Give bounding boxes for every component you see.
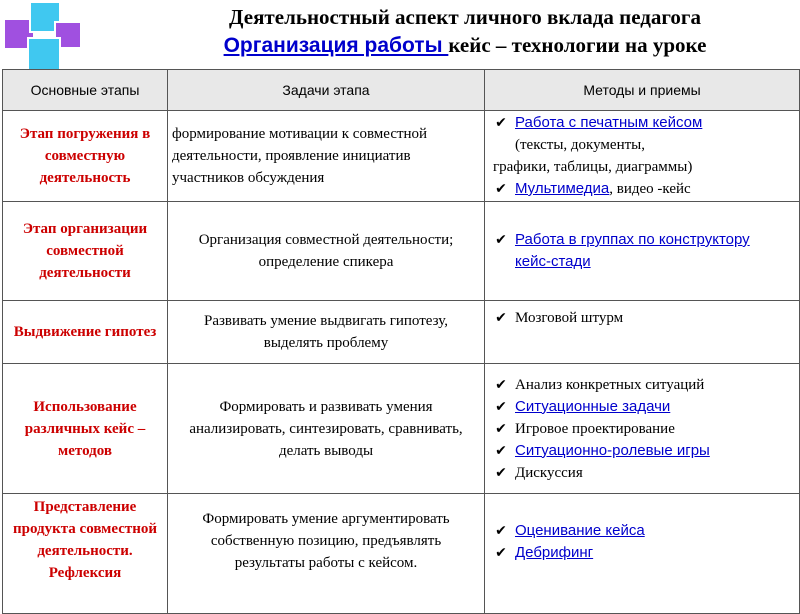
method-item [487, 542, 799, 564]
methods-cell [485, 364, 800, 494]
method-text: Анализ конкретных ситуаций [515, 376, 705, 393]
check-icon: ✔ [495, 232, 507, 248]
task-cell: Формировать и развивать умения анализировать, синтезировать, сравнивать, делать выводы [168, 364, 485, 494]
decorative-squares-logo [0, 0, 90, 80]
subtitle-rest: кейс – технологии на уроке [448, 33, 707, 57]
method-continuation: (тексты, документы, [515, 137, 645, 153]
method-link[interactable]: Ситуационные задачи [515, 397, 671, 415]
check-icon: ✔ [495, 310, 507, 326]
stage-cell: Выдвижение гипотез [3, 301, 168, 364]
method-item [487, 229, 799, 273]
method-continuation: графики, таблицы, диаграммы) [493, 159, 693, 175]
stage-cell: Этап организации совместной деятельности [3, 202, 168, 301]
column-header-methods: Методы и приемы [485, 70, 800, 111]
method-link[interactable]: Работа с печатным кейсом [515, 114, 703, 131]
methods-cell [485, 494, 800, 614]
stage-cell: Представление продукта совместной деятельности. Рефлексия [3, 494, 168, 614]
method-item [487, 418, 799, 440]
stage-cell: Использование различных кейс – методов [3, 364, 168, 494]
column-header-tasks: Задачи этапа [168, 70, 485, 111]
methods-cell [485, 111, 800, 202]
task-cell: Развивать умение выдвигать гипотезу, выделять проблему [168, 301, 485, 364]
table-row [3, 202, 800, 301]
method-link[interactable]: Мультимедиа [515, 180, 610, 197]
methods-cell [485, 301, 800, 364]
method-link[interactable]: Дебрифинг [515, 544, 594, 561]
method-text: Дискуссия [515, 464, 583, 481]
check-icon: ✔ [495, 523, 507, 539]
task-cell: формирование мотивации к совместной деятельности, проявление инициатив участников обсуждения [168, 111, 485, 202]
check-icon: ✔ [495, 442, 507, 459]
method-link[interactable]: Ситуационно-ролевые игры [515, 441, 710, 459]
task-cell: Формировать умение аргументировать собственную позицию, предъявлять результаты работы с кейсом. [168, 494, 485, 614]
method-link[interactable]: Оценивание кейса [515, 522, 645, 539]
check-icon: ✔ [495, 545, 507, 561]
method-item [487, 178, 799, 200]
table-row [3, 494, 800, 614]
method-link[interactable]: Работа в группах по конструктору кейс-стади [515, 231, 750, 270]
subtitle-link[interactable]: Организация работы [223, 34, 449, 57]
method-item [487, 374, 799, 396]
method-item [487, 440, 799, 462]
method-item [487, 396, 799, 418]
method-text: , видео -кейс [609, 181, 691, 197]
method-item [487, 112, 799, 134]
methods-cell [485, 202, 800, 301]
check-icon: ✔ [495, 115, 507, 131]
check-icon: ✔ [495, 181, 507, 197]
check-icon: ✔ [495, 376, 507, 393]
method-item [487, 520, 799, 542]
column-header-stages: Основные этапы [3, 70, 168, 111]
table-row [3, 111, 800, 202]
check-icon: ✔ [495, 464, 507, 481]
method-item [487, 462, 799, 484]
check-icon: ✔ [495, 420, 507, 437]
method-text: Игровое проектирование [515, 420, 675, 437]
stages-table [2, 69, 800, 614]
page-title: Деятельностный аспект личного вклада педагога [229, 5, 701, 29]
table-row [3, 301, 800, 364]
method-text: Мозговой штурм [515, 310, 624, 326]
stage-cell: Этап погружения в совместную деятельность [3, 111, 168, 202]
method-item [487, 307, 799, 329]
task-cell: Организация совместной деятельности; определение спикера [168, 202, 485, 301]
page-subtitle [130, 32, 800, 59]
check-icon: ✔ [495, 398, 507, 415]
table-row [3, 364, 800, 494]
table-header-row [3, 70, 800, 111]
